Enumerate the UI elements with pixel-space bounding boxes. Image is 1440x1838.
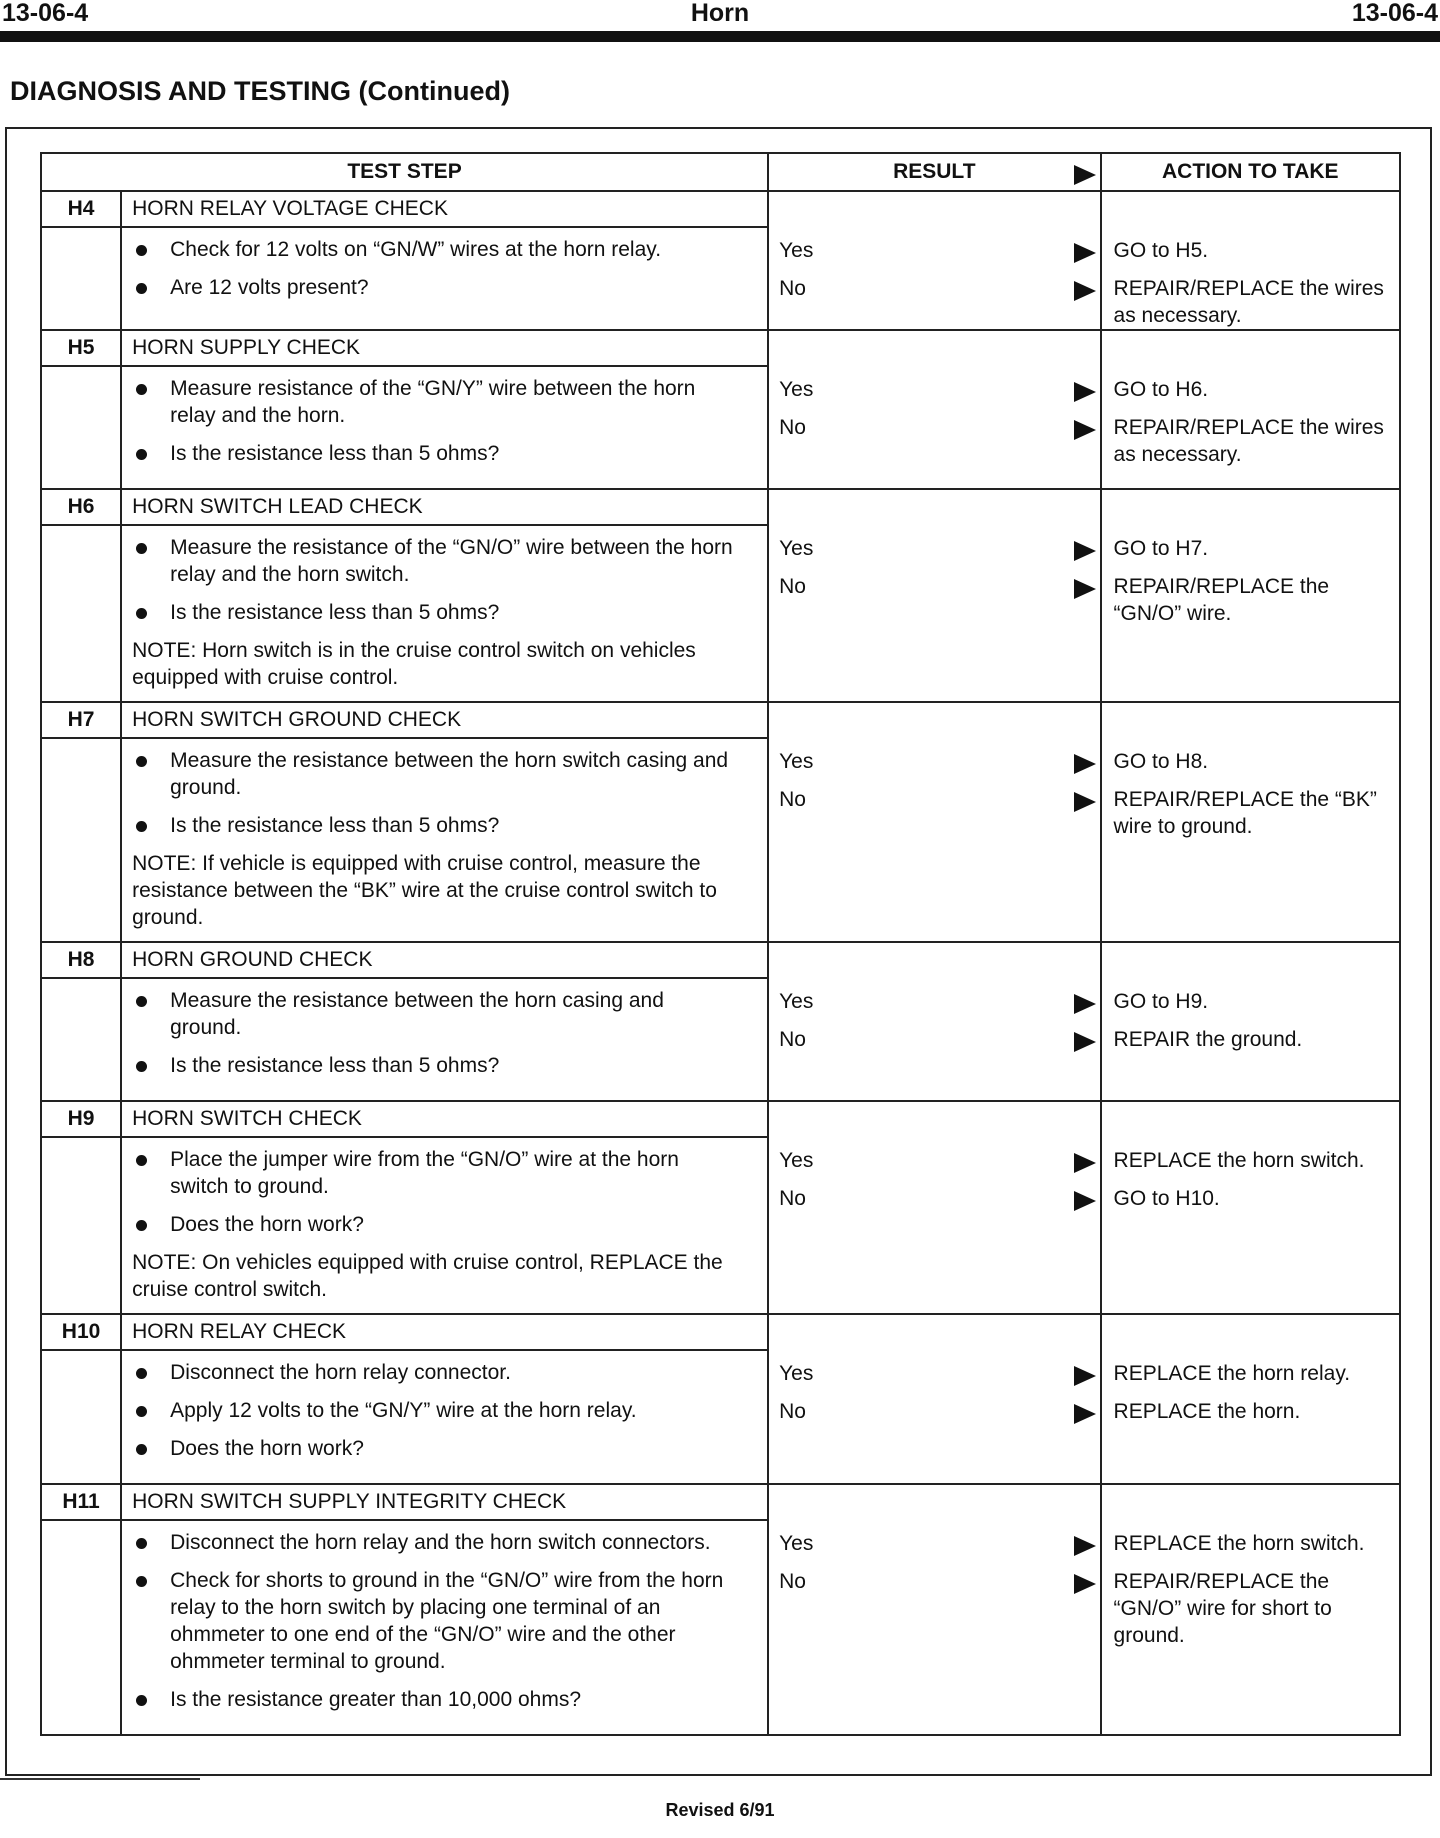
header-result <box>768 153 1100 191</box>
result-label: Yes <box>779 990 814 1013</box>
action-cell <box>1101 489 1400 702</box>
step-body <box>121 1350 768 1484</box>
action-text: GO to H9. <box>1113 990 1209 1013</box>
result-line <box>779 743 1099 781</box>
step-code-spacer <box>41 525 121 702</box>
result-label: Yes <box>779 378 814 401</box>
step-bullet-list <box>132 1146 737 1238</box>
step-code: H6 <box>41 489 121 525</box>
result-line <box>779 1180 1099 1218</box>
action-text: GO to H7. <box>1113 537 1209 560</box>
result-cell <box>768 330 1100 489</box>
action-cell <box>1101 1484 1400 1735</box>
step-bullet-list <box>132 1529 737 1713</box>
action-text: REPAIR/REPLACE the “BK” wire to ground. <box>1113 788 1377 838</box>
step-body <box>121 1520 768 1735</box>
arrow-right-icon <box>1074 1404 1096 1424</box>
result-cell <box>768 1484 1100 1735</box>
action-text: REPAIR the ground. <box>1113 1028 1303 1051</box>
arrow-right-icon <box>1074 579 1096 599</box>
step-bullet-list <box>132 747 737 839</box>
arrow-right-icon <box>1074 1032 1096 1052</box>
action-cell <box>1101 191 1400 330</box>
step-body <box>121 738 768 942</box>
step-bullet: Disconnect the horn relay connector. <box>132 1359 737 1386</box>
result-line <box>779 232 1099 270</box>
step-bullet: Measure the resistance of the “GN/O” wire between the horn relay and the horn switch. <box>132 534 737 588</box>
header-result-label: RESULT <box>893 160 976 183</box>
step-code: H9 <box>41 1101 121 1137</box>
result-label: No <box>779 575 806 598</box>
step-title-row <box>41 489 1400 525</box>
action-cell <box>1101 702 1400 942</box>
action-text: REPLACE the horn relay. <box>1113 1362 1351 1385</box>
step-bullet: Measure the resistance between the horn switch casing and ground. <box>132 747 737 801</box>
action-cell <box>1101 1101 1400 1314</box>
footer-rule <box>0 1778 200 1780</box>
step-note: NOTE: On vehicles equipped with cruise control, REPLACE the cruise control switch. <box>132 1251 723 1301</box>
table-header-row <box>41 153 1400 191</box>
result-label: Yes <box>779 1149 814 1172</box>
result-label: No <box>779 416 806 439</box>
step-title-row <box>41 942 1400 978</box>
action-text: REPAIR/REPLACE the wires as necessary. <box>1113 277 1384 327</box>
action-cell <box>1101 330 1400 489</box>
result-line <box>779 1021 1099 1059</box>
arrow-right-icon <box>1074 541 1096 561</box>
action-text: REPLACE the horn switch. <box>1113 1149 1365 1172</box>
step-bullet-list <box>132 375 737 467</box>
step-bullet: Apply 12 volts to the “GN/Y” wire at the horn relay. <box>132 1397 737 1424</box>
step-note: NOTE: Horn switch is in the cruise control switch on vehicles equipped with cruise control. <box>132 639 696 689</box>
step-title-row <box>41 702 1400 738</box>
arrow-right-icon <box>1074 382 1096 402</box>
result-line <box>779 409 1099 447</box>
result-line <box>779 781 1099 819</box>
steps-body <box>41 191 1400 1735</box>
step-title: HORN SWITCH LEAD CHECK <box>121 489 768 525</box>
page-number-right: 13-06-4 <box>1351 0 1438 27</box>
result-label: No <box>779 1028 806 1051</box>
diagnosis-table <box>40 152 1401 1736</box>
step-code: H8 <box>41 942 121 978</box>
step-code: H7 <box>41 702 121 738</box>
header-rule <box>0 31 1440 42</box>
action-text: GO to H5. <box>1113 239 1209 262</box>
step-bullet: Is the resistance less than 5 ohms? <box>132 812 737 839</box>
arrow-right-icon <box>1074 792 1096 812</box>
result-line <box>779 371 1099 409</box>
step-code-spacer <box>41 227 121 330</box>
result-line <box>779 568 1099 606</box>
arrow-right-icon <box>1074 994 1096 1014</box>
arrow-right-icon <box>1074 165 1096 185</box>
step-bullet: Measure the resistance between the horn casing and ground. <box>132 987 737 1041</box>
arrow-right-icon <box>1074 281 1096 301</box>
step-code: H11 <box>41 1484 121 1520</box>
step-title: HORN SWITCH CHECK <box>121 1101 768 1137</box>
step-bullet: Does the horn work? <box>132 1435 737 1462</box>
page-section-name: Horn <box>690 0 750 27</box>
step-title-row <box>41 1101 1400 1137</box>
step-bullet-list <box>132 236 737 301</box>
step-code-spacer <box>41 1350 121 1484</box>
step-body <box>121 978 768 1101</box>
result-cell <box>768 191 1100 330</box>
step-bullet: Measure resistance of the “GN/Y” wire between the horn relay and the horn. <box>132 375 737 429</box>
step-bullet-list <box>132 1359 737 1462</box>
step-bullet: Place the jumper wire from the “GN/O” wire at the horn switch to ground. <box>132 1146 737 1200</box>
result-label: No <box>779 1400 806 1423</box>
arrow-right-icon <box>1074 420 1096 440</box>
action-text: GO to H8. <box>1113 750 1209 773</box>
action-text: REPAIR/REPLACE the “GN/O” wire for short to ground. <box>1113 1570 1332 1647</box>
result-cell <box>768 702 1100 942</box>
arrow-right-icon <box>1074 1574 1096 1594</box>
action-text: GO to H10. <box>1113 1187 1220 1210</box>
step-title: HORN SUPPLY CHECK <box>121 330 768 366</box>
step-body <box>121 1137 768 1314</box>
step-title-row <box>41 191 1400 227</box>
step-bullet: Is the resistance less than 5 ohms? <box>132 440 737 467</box>
step-title-row <box>41 1484 1400 1520</box>
result-line <box>779 1563 1099 1601</box>
step-bullet: Are 12 volts present? <box>132 274 737 301</box>
step-code: H10 <box>41 1314 121 1350</box>
arrow-right-icon <box>1074 1153 1096 1173</box>
result-label: No <box>779 277 806 300</box>
step-bullet: Disconnect the horn relay and the horn switch connectors. <box>132 1529 737 1556</box>
arrow-right-icon <box>1074 1366 1096 1386</box>
arrow-right-icon <box>1074 1536 1096 1556</box>
step-title: HORN RELAY CHECK <box>121 1314 768 1350</box>
header-action: ACTION TO TAKE <box>1101 153 1400 191</box>
step-body <box>121 525 768 702</box>
result-cell <box>768 1314 1100 1484</box>
result-label: Yes <box>779 537 814 560</box>
result-line <box>779 530 1099 568</box>
arrow-right-icon <box>1074 1191 1096 1211</box>
footer-revision: Revised 6/91 <box>665 1800 775 1820</box>
result-label: No <box>779 788 806 811</box>
action-text: REPLACE the horn switch. <box>1113 1532 1365 1555</box>
step-title: HORN RELAY VOLTAGE CHECK <box>121 191 768 227</box>
step-bullet-list <box>132 987 737 1079</box>
action-text: GO to H6. <box>1113 378 1209 401</box>
step-code: H5 <box>41 330 121 366</box>
section-title: DIAGNOSIS AND TESTING (Continued) <box>10 76 510 106</box>
step-code-spacer <box>41 738 121 942</box>
result-label: Yes <box>779 750 814 773</box>
step-code-spacer <box>41 1520 121 1735</box>
result-line <box>779 1142 1099 1180</box>
result-cell <box>768 1101 1100 1314</box>
action-text: REPAIR/REPLACE the wires as necessary. <box>1113 416 1384 466</box>
result-label: Yes <box>779 1532 814 1555</box>
step-bullet: Is the resistance less than 5 ohms? <box>132 599 737 626</box>
step-body <box>121 227 768 330</box>
result-label: Yes <box>779 239 814 262</box>
step-title: HORN GROUND CHECK <box>121 942 768 978</box>
step-bullet: Check for shorts to ground in the “GN/O” wire from the horn relay to the horn switch by placing one terminal of an ohmmeter to one end of the “GN/O” wire and the other ohmmeter terminal to ground. <box>132 1567 737 1675</box>
step-bullet: Is the resistance less than 5 ohms? <box>132 1052 737 1079</box>
result-cell <box>768 489 1100 702</box>
step-title-row <box>41 330 1400 366</box>
step-body <box>121 366 768 489</box>
result-line <box>779 1525 1099 1563</box>
page-number-left: 13-06-4 <box>2 0 89 27</box>
result-line <box>779 1355 1099 1393</box>
action-cell <box>1101 1314 1400 1484</box>
arrow-right-icon <box>1074 754 1096 774</box>
arrow-right-icon <box>1074 243 1096 263</box>
step-note: NOTE: If vehicle is equipped with cruise control, measure the resistance between the “BK” wire at the cruise control switch to ground. <box>132 852 717 929</box>
result-line <box>779 1393 1099 1431</box>
step-title: HORN SWITCH SUPPLY INTEGRITY CHECK <box>121 1484 768 1520</box>
action-cell <box>1101 942 1400 1101</box>
header-test-step: TEST STEP <box>41 153 768 191</box>
step-code: H4 <box>41 191 121 227</box>
step-bullet-list <box>132 534 737 626</box>
result-label: No <box>779 1187 806 1210</box>
step-code-spacer <box>41 1137 121 1314</box>
step-title-row <box>41 1314 1400 1350</box>
step-code-spacer <box>41 366 121 489</box>
step-bullet: Check for 12 volts on “GN/W” wires at the horn relay. <box>132 236 737 263</box>
result-line <box>779 983 1099 1021</box>
result-line <box>779 270 1099 308</box>
step-code-spacer <box>41 978 121 1101</box>
action-text: REPLACE the horn. <box>1113 1400 1301 1423</box>
step-title: HORN SWITCH GROUND CHECK <box>121 702 768 738</box>
page-header <box>0 0 1440 40</box>
action-text: REPAIR/REPLACE the “GN/O” wire. <box>1113 575 1330 625</box>
step-bullet: Does the horn work? <box>132 1211 737 1238</box>
result-label: Yes <box>779 1362 814 1385</box>
step-bullet: Is the resistance greater than 10,000 ohms? <box>132 1686 737 1713</box>
result-label: No <box>779 1570 806 1593</box>
result-cell <box>768 942 1100 1101</box>
